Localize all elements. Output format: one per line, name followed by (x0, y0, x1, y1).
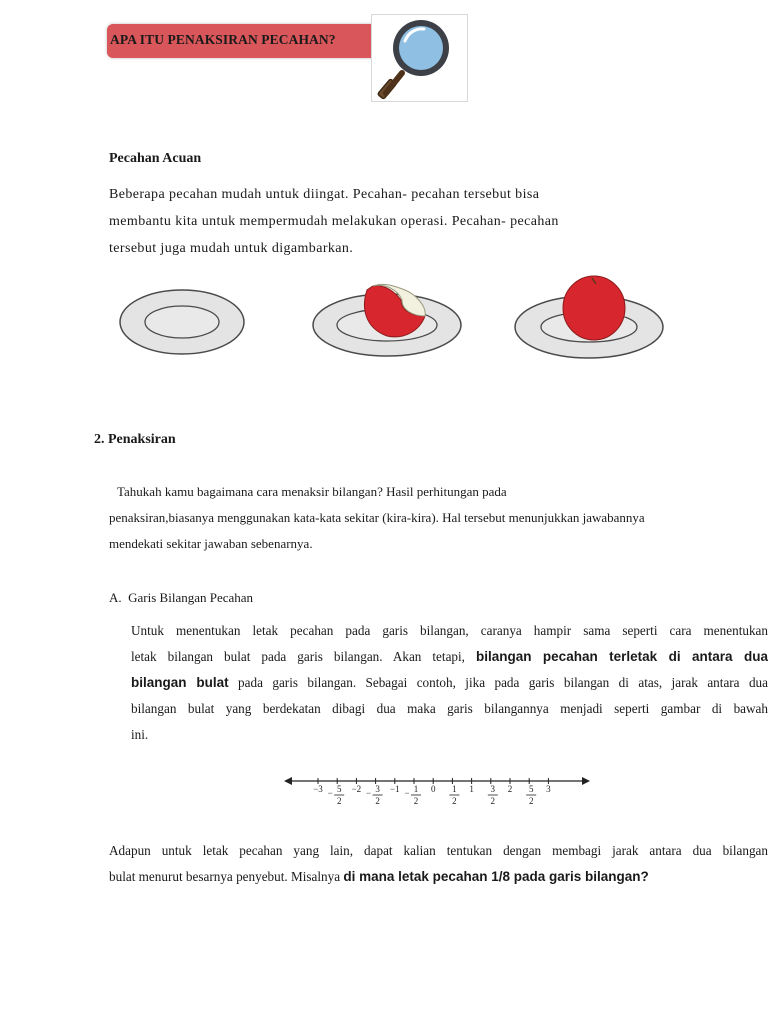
fraction-denominator: 2 (452, 796, 457, 806)
fraction-denominator: 2 (413, 796, 419, 806)
tick-label: 3 (546, 784, 551, 794)
fraction-denominator: 2 (490, 796, 496, 806)
fraction-sign: − (327, 788, 333, 798)
paragraph-line: tersebut juga mudah untuk digambarkan. (109, 241, 354, 256)
paragraph-line: membantu kita untuk mempermudah melakukan operasi. Pecahan- pecahan (109, 214, 559, 229)
left-arrow-icon (284, 777, 292, 785)
paragraph-line: Beberapa pecahan mudah untuk diingat. Pecahan- pecahan tersebut bisa (109, 187, 540, 202)
tick-label: 0 (430, 784, 436, 794)
paragraph-line: Untuk menentukan letak pecahan pada garis bilangan, caranya hampir sama seperti cara menentukan (131, 623, 768, 638)
plates-illustration (115, 270, 675, 370)
subsection-heading-garis-bilangan: A. Garis Bilangan Pecahan (109, 590, 254, 605)
paragraph-line: mendekati sekitar jawaban sebenarnya. (109, 536, 313, 551)
paragraph-line: Tahukah kamu bagaimana cara menaksir bilangan? Hasil perhitungan pada (117, 484, 507, 499)
tick-label: 1 (469, 784, 474, 794)
text-span: pada garis bilangan. Sebagai contoh, jika pada garis bilangan di atas, jarak antara dua (238, 675, 768, 690)
section-heading-pecahan-acuan: Pecahan Acuan (109, 151, 202, 166)
paragraph-line (131, 644, 768, 670)
paragraph-line: bilangan bulat yang berdekatan dibagi dua maka garis bilangannya menjadi seperti gambar di bawah (131, 701, 768, 716)
tick-label: −3 (313, 784, 323, 794)
fraction-numerator: 3 (375, 784, 380, 794)
fraction-numerator: 5 (528, 784, 534, 794)
right-arrow-icon (582, 777, 590, 785)
fraction-sign: − (404, 788, 410, 798)
text-span: bulat menurut besarnya penyebut. Misalnya (109, 869, 341, 884)
fraction-sign: − (366, 788, 372, 798)
paragraph-garis-bilangan (131, 618, 768, 748)
bold-text: bilangan bulat (131, 675, 229, 690)
plate-with-whole-apple-icon (515, 276, 663, 358)
magnifying-glass-icon (378, 20, 449, 99)
page-title: APA ITU PENAKSIRAN PECAHAN? (110, 32, 336, 47)
fraction-numerator: 3 (490, 784, 496, 794)
paragraph-pecahan-acuan (109, 181, 689, 262)
plate-with-bitten-apple-icon (313, 284, 461, 356)
fraction-numerator: 1 (413, 784, 419, 794)
paragraph-line: ini. (131, 727, 149, 742)
paragraph-line: Adapun untuk letak pecahan yang lain, dapat kalian tentukan dengan membagi jarak antara dua bilangan (109, 843, 768, 858)
fraction-numerator: 1 (452, 784, 457, 794)
empty-plate-icon (120, 290, 244, 354)
fraction-denominator: 2 (336, 796, 342, 806)
bold-question: di mana letak pecahan 1/8 pada garis bilangan? (343, 869, 649, 884)
fraction-numerator: 5 (336, 784, 342, 794)
section-heading-penaksiran: 2. Penaksiran (94, 432, 176, 447)
fraction-denominator: 2 (375, 796, 380, 806)
paragraph-line (109, 864, 768, 890)
magnifier-illustration (371, 14, 468, 102)
tick-label: −1 (390, 784, 400, 794)
number-line-figure (280, 768, 600, 818)
bold-text: bilangan pecahan terletak di antara dua (475, 649, 768, 664)
tick-label: −2 (351, 784, 362, 794)
paragraph-closing (109, 838, 768, 890)
text-span: letak bilangan bulat pada garis bilangan. Akan tetapi, (131, 649, 465, 664)
tick-label: 2 (507, 784, 513, 794)
paragraph-line: penaksiran,biasanya menggunakan kata-kata sekitar (kira-kira). Hal tersebut menunjukkan jawabannya (109, 510, 645, 525)
paragraph-line (131, 670, 768, 696)
fraction-denominator: 2 (528, 796, 534, 806)
